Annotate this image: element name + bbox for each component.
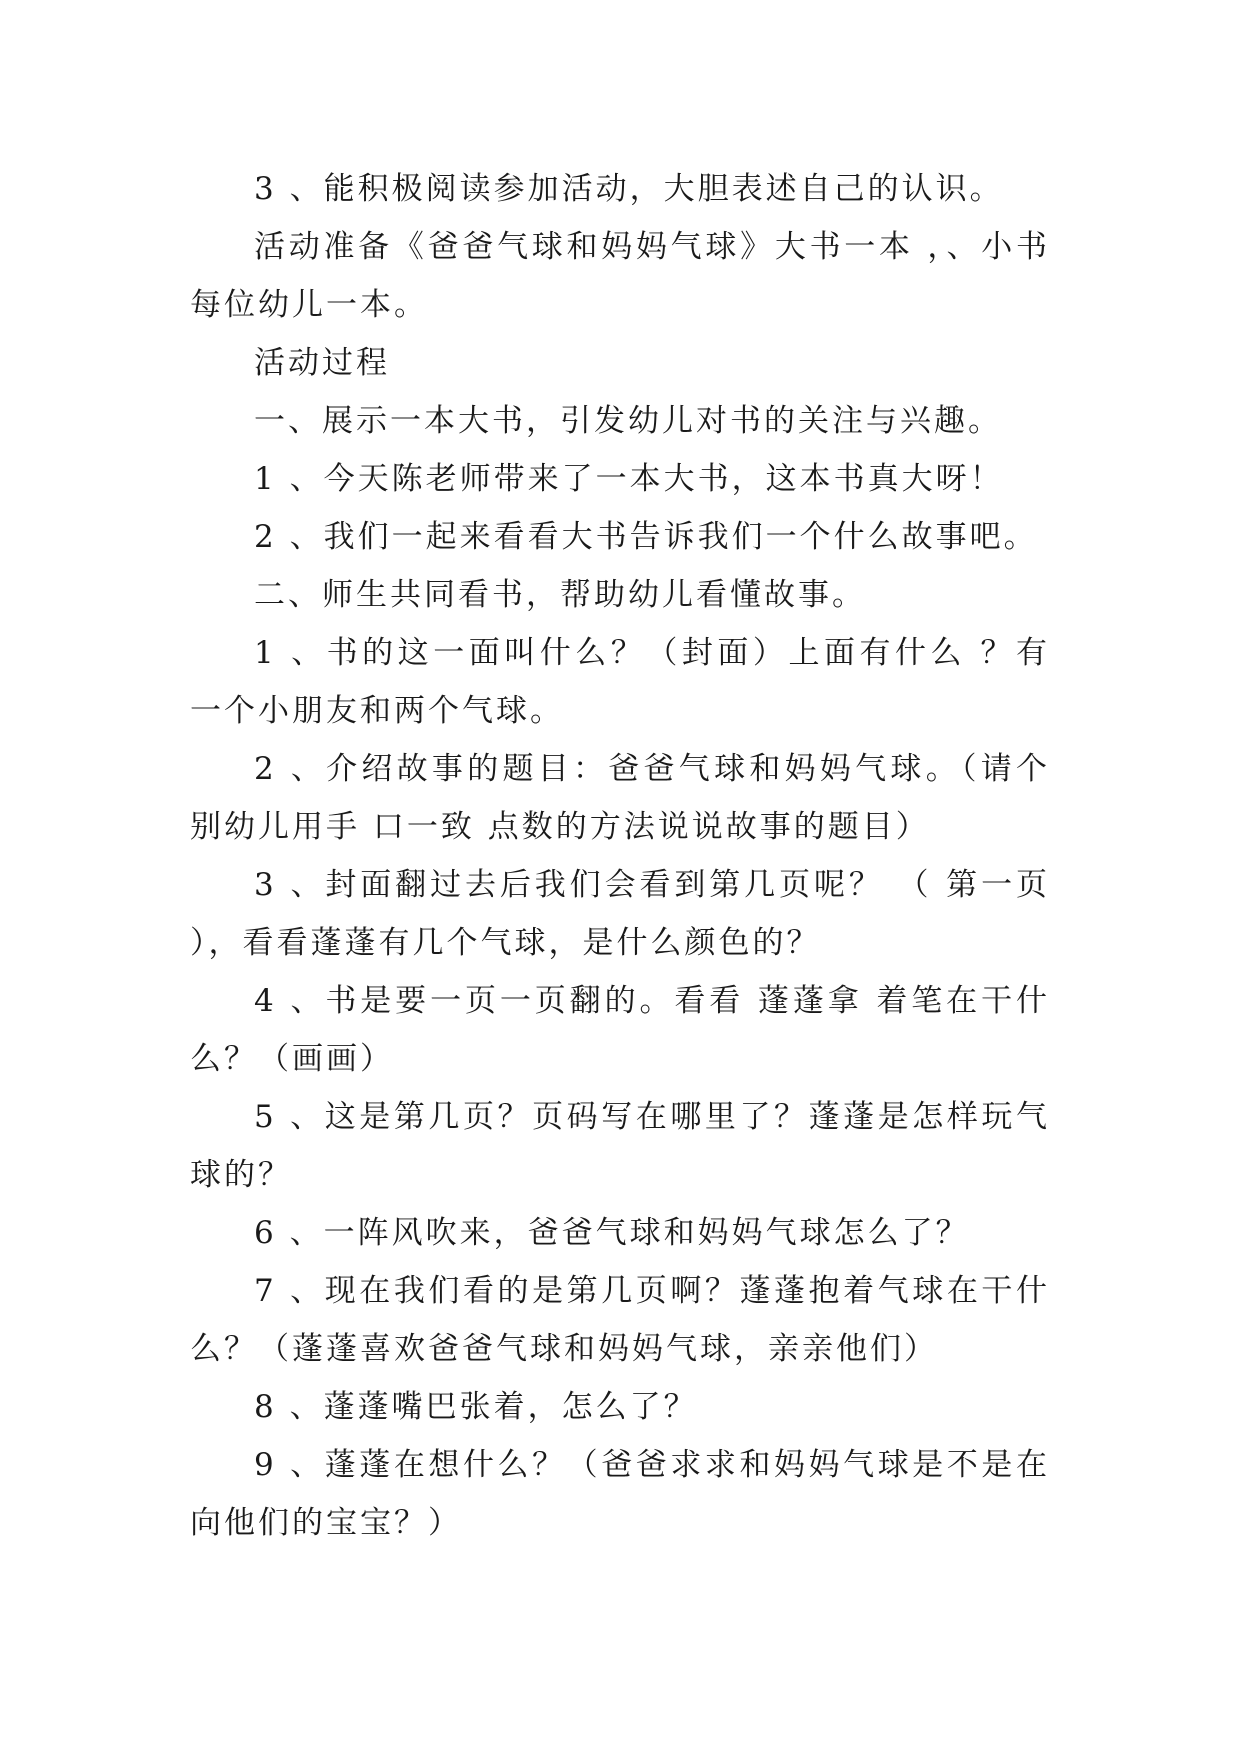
paragraph-section-1: 一、展示一本大书，引发幼儿对书的关注与兴趣。 bbox=[254, 403, 1002, 439]
paragraph-step: 2 、介绍故事的题目：爸爸气球和妈妈气球。（请个别幼儿用手 口一致 点数的方法说说故事的题目） bbox=[190, 751, 1050, 845]
paragraph-activity-process-heading: 活动过程 bbox=[254, 345, 390, 381]
paragraph-objective-3: 3 、能积极阅读参加活动，大胆表述自己的认识。 bbox=[254, 171, 1004, 207]
paragraph-step: 8 、蓬蓬嘴巴张着，怎么了？ bbox=[254, 1389, 698, 1425]
paragraph-step: 6 、一阵风吹来，爸爸气球和妈妈气球怎么了？ bbox=[254, 1215, 970, 1251]
paragraph-step: 2 、我们一起来看看大书告诉我们一个什么故事吧。 bbox=[254, 519, 1038, 555]
paragraph-step: 4 、书是要一页一页翻的。看看 蓬蓬拿 着笔在干什么？（画画） bbox=[190, 983, 1050, 1077]
paragraph-step: 9 、蓬蓬在想什么？（爸爸求求和妈妈气球是不是在向他们的宝宝？） bbox=[190, 1447, 1050, 1541]
paragraph-step: 5 、这是第几页？页码写在哪里了？蓬蓬是怎样玩气球的？ bbox=[190, 1099, 1050, 1193]
paragraph-step: 7 、现在我们看的是第几页啊？蓬蓬抱着气球在干什么？（蓬蓬喜欢爸爸气球和妈妈气球，亲亲他们） bbox=[190, 1273, 1050, 1367]
paragraph-step: 1 、书的这一面叫什么？（封面）上面有什么 ？有一个小朋友和两个气球。 bbox=[190, 635, 1050, 729]
paragraph-step: 1 、今天陈老师带来了一本大书，这本书真大呀！ bbox=[254, 461, 1004, 497]
paragraph-step: 3 、封面翻过去后我们会看到第几页呢？ （ 第一页 ），看看蓬蓬有几个气球，是什么颜色的？ bbox=[190, 867, 1050, 961]
document-body bbox=[190, 160, 1050, 1552]
paragraph-section-2: 二、师生共同看书，帮助幼儿看懂故事。 bbox=[254, 577, 866, 613]
paragraph-activity-preparation: 活动准备《爸爸气球和妈妈气球》大书一本 ，、小书每位幼儿一本。 bbox=[190, 229, 1050, 323]
